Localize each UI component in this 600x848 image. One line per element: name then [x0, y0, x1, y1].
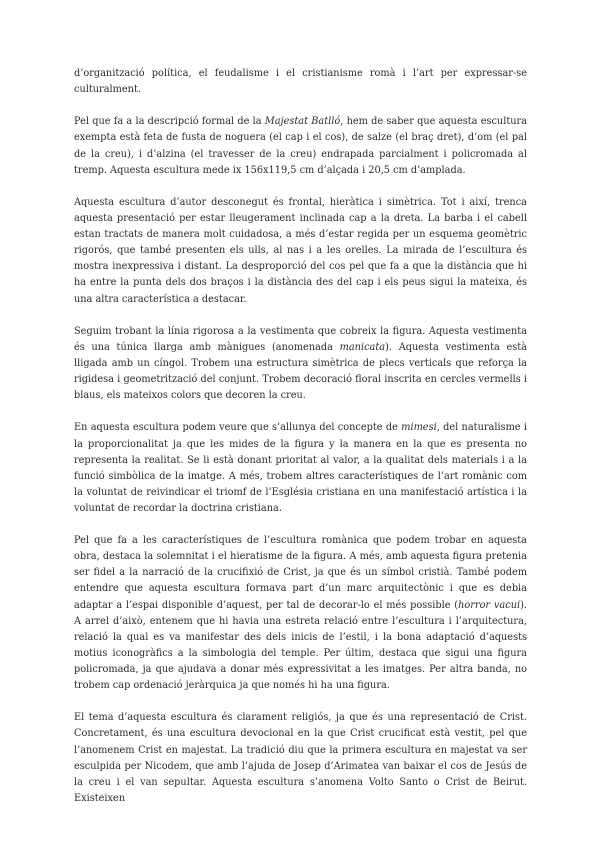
- italic-term: Majestat Batlló: [264, 116, 341, 128]
- paragraph-6: [74, 710, 527, 807]
- paragraph-5: [74, 533, 527, 694]
- paragraph-1: [74, 114, 527, 178]
- paragraph-text: , del naturalisme i la proporcionalitat ja que les mides de la figura y la manera en la que es presenta no representa la realitat. Se li està donant prioritat al valor, a la qualitat dels materials i a la funció simbòlica de la imatge. A més, trobem altres característiques de l’art romànic com la voluntat de reivindicar el triomf de l’Església cristiana en una manifestació artística i la voluntat de recordar la doctrina cristiana.: [74, 422, 528, 514]
- paragraph-text: El tema d’aquesta escultura és clarament religiós, ja que és una representació de Crist. Concretament, és una escultura devocional en la que Crist crucificat està vestit, pel que l’anomenem Crist en majestat. La tradició diu que la primera escultura en majestat va ser esculpida per Nicodem, que amb l’ajuda de Josep d’Arimatea van baixar el cos de Jesús de la creu i el van sepultar. Aquesta escultura s’anomena Volto Santo o Crist de Beirut. Existeixen: [74, 712, 527, 804]
- paragraph-text: Aquesta escultura d’autor desconegut és frontal, hieràtica i simètrica. Tot i així, trenca aquesta presentació per estar lleugerament inclinada cap a la dreta. La barba i el cabell estan tractats de manera molt cuidadosa, a més d’estar regida per un esquema geomètric rigorós, que també presenten els ulls, al nas i a les orelles. La mirada de l’escultura és mostra inexpressiva i distant. La desproporció del cos pel que fa a que la distància que hi ha entre la punta dels dos braços i la distància des del cap i els peus sigui la mateixa, és una altra característica a destacar.: [74, 196, 527, 305]
- paragraph-text: Pel que fa a les característiques de l’escultura romànica que podem trobar en aquesta obra, destaca la solemnitat i el hieratisme de la figura. A més, amb aquesta figura pretenia ser fidel a la narració de la crucifixió de Crist, ja que és un símbol cristià. També podem entendre que aquesta escultura formava part d’un marc arquitectònic i que es debia adaptar a l’espai disponible d’aquest, per tal de decorar-lo el més possible (: [74, 535, 527, 611]
- paragraph-2: [74, 195, 527, 308]
- italic-term: mimesi: [401, 422, 437, 434]
- paragraph-text: d’organització política, el feudalisme i el cristianisme romà i l’art per expressar-se culturalment.: [74, 68, 527, 96]
- paragraph-text: Seguim trobant la línia rigorosa a la vestimenta que cobreix la figura. Aquesta vestimenta és una túnica llarga amb mànigues (anomenada: [74, 325, 527, 353]
- paragraph-text: En aquesta escultura podem veure que s’allunya del concepte de: [74, 422, 402, 434]
- paragraph-text: ). Aquesta vestimenta està lligada amb un cíngol. Trobem una estructura simètrica de plecs verticals que reforça la rigidesa i geometrització del conjunt. Trobem decoració floral inscrita en cercles vermells i blaus, els mateixos colors que decoren la creu.: [74, 341, 527, 402]
- paragraph-text: , hem de saber que aquesta escultura exempta està feta de fusta de noguera (el cap i el cos), de salze (el braç dret), d’om (el pal de la creu), i d’alzina (el travesser de la creu) endrapada parcialment i policromada al tremp. Aquesta escultura mede ix 156x119,5 cm d’alçada i 20,5 cm d’amplada.: [74, 116, 527, 176]
- document-page: [74, 66, 527, 823]
- paragraph-0: [74, 66, 527, 98]
- paragraph-3: [74, 324, 527, 404]
- paragraph-text: ). A arrel d’això, entenem que hi havia una estreta relació entre l’escultura i l’arquitectura, relació la qual es va manifestar des dels inicis de l’estil, i la bona adaptació d’aquests motius iconogràfics a la simbologia del temple. Per últim, destaca que sigui una figura policromada, ja que ajudava a donar més expressivitat a les imatges. Per altra banda, no trobem cap ordenació jeràrquica ja que només hi ha una figura.: [74, 599, 527, 692]
- italic-term: horror vacui: [458, 599, 521, 611]
- paragraph-4: [74, 420, 527, 517]
- paragraph-text: Pel que fa a la descripció formal de la: [74, 116, 265, 128]
- italic-term: manicata: [339, 341, 386, 353]
